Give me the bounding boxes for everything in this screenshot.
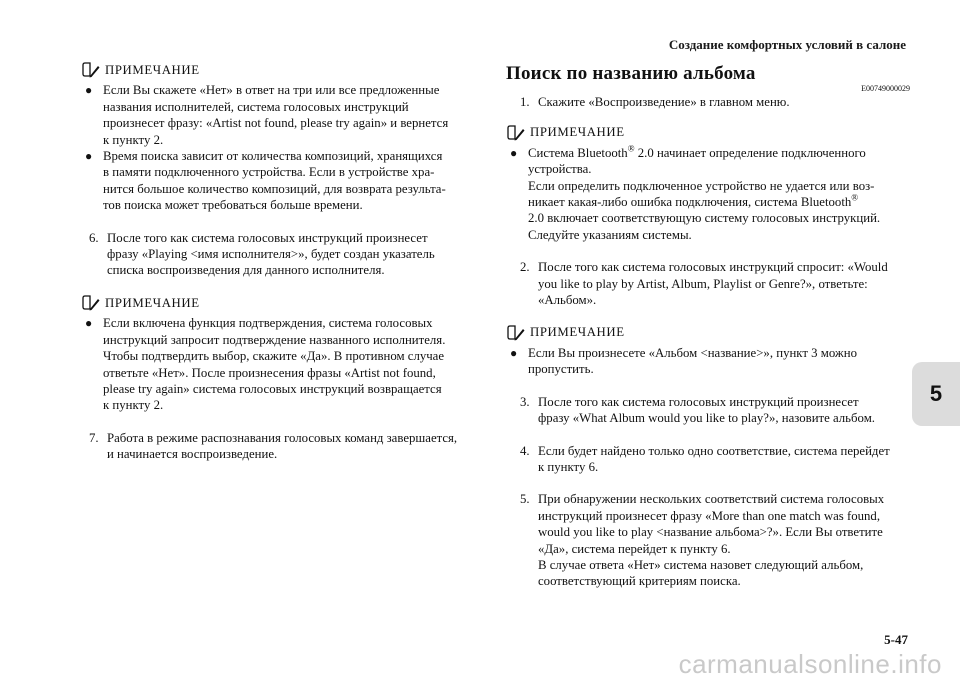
- text-line: Если включена функция подтверждения, система голосовых: [103, 316, 433, 331]
- text-line: списка воспроизведения для данного исполнителя.: [107, 263, 385, 278]
- text-line: Скажите «Воспроизведение» в главном меню.: [538, 95, 790, 109]
- step-2: [520, 259, 910, 308]
- note-label: ПРИМЕЧАНИЕ: [105, 63, 200, 77]
- page-header: Создание комфортных условий в салоне: [668, 37, 906, 52]
- text-line: Чтобы подтвердить выбор, скажите «Да». В противном случае: [103, 349, 445, 364]
- text-fragment: 2.0 начинает определение подключенного: [634, 145, 866, 160]
- registered-mark: ®: [851, 192, 859, 203]
- step-3: [520, 394, 910, 427]
- text-line: фразу «What Album would you like to play?», назовите альбом.: [538, 411, 875, 426]
- step-1: [520, 94, 910, 110]
- text-line: После того как система голосовых инструкций произнесет: [107, 230, 428, 245]
- note-label: ПРИМЕЧАНИЕ: [530, 325, 625, 340]
- bullet-dot-icon: ●: [85, 316, 93, 331]
- text-line: Если будет найдено только одно соответствие, система перейдет: [538, 443, 890, 458]
- text-line: [528, 194, 910, 210]
- text-line: и начинается воспроизведение.: [107, 447, 278, 462]
- text-line: В случае ответа «Нет» система назовет следующий альбом,: [538, 557, 864, 572]
- text-fragment: никает какая-либо ошибка подключения, система Bluetooth: [528, 195, 852, 210]
- text-line: фразу «Playing <имя исполнителя>», будет создан указатель: [107, 247, 435, 262]
- text-fragment: Система Bluetooth: [528, 145, 628, 160]
- step-number: 7.: [89, 430, 99, 445]
- watermark: carmanualsonline.info: [678, 649, 942, 679]
- step-number: 2.: [520, 260, 530, 275]
- note-label: ПРИМЕЧАНИЕ: [530, 125, 625, 140]
- step-6: [89, 230, 481, 279]
- step-4: [520, 443, 910, 476]
- text-line: would you like to play <название альбома>?». Если Вы ответите: [538, 525, 883, 540]
- note-bullet: [85, 315, 481, 413]
- text-line: Если Вы скажете «Нет» в ответ на три или все предложенные: [103, 83, 440, 98]
- text-line: После того как система голосовых инструкций произнесет: [538, 394, 859, 409]
- text-line: названия исполнителей, система голосовых инструкций: [103, 99, 409, 114]
- chapter-tab: 5: [912, 362, 960, 426]
- text-line: please try again» система голосовых инструкций возвращается: [103, 381, 442, 396]
- text-line: 2.0 включает соответствующую систему голосовых инструкций.: [528, 211, 881, 226]
- text-line: к пункту 2.: [103, 132, 164, 147]
- step-number: 5.: [520, 492, 530, 507]
- text-line: you like to play by Artist, Album, Playlist or Genre?», ответьте:: [538, 276, 868, 291]
- text-line: к пункту 6.: [538, 459, 599, 474]
- note-header: [81, 295, 481, 311]
- note-header: [506, 124, 910, 140]
- text-line: устройства.: [528, 162, 592, 177]
- note-bullet: [85, 82, 481, 148]
- note-pencil-icon: [81, 62, 101, 78]
- text-line: в памяти подключенного устройства. Если в устройстве хра-: [103, 165, 435, 180]
- text-line: пропустить.: [528, 362, 594, 377]
- step-number: 1.: [520, 95, 530, 109]
- step-number: 4.: [520, 443, 530, 458]
- text-line: [528, 145, 910, 161]
- page-number: 5-47: [884, 632, 908, 647]
- text-line: ответьте «Нет». После произнесения фразы «Artist not found,: [103, 365, 436, 380]
- section-title: Поиск по названию альбома: [506, 63, 756, 84]
- text-line: произнесет фразу: «Artist not found, please try again» и вернется: [103, 116, 449, 131]
- text-line: Если Вы произнесете «Альбом <название>», пункт 3 можно: [528, 345, 858, 360]
- bullet-dot-icon: ●: [510, 145, 518, 160]
- step-7: [89, 430, 481, 463]
- text-line: Если определить подключенное устройство не удается или воз-: [528, 178, 875, 193]
- text-line: нится большое количество композиций, для возврата результа-: [103, 181, 446, 196]
- text-line: Работа в режиме распознавания голосовых команд завершается,: [107, 430, 458, 445]
- registered-mark: ®: [627, 143, 635, 154]
- right-column: [506, 62, 910, 590]
- section-code: E00749000029: [861, 84, 910, 93]
- note-header: [506, 324, 910, 340]
- text-line: «Альбом».: [538, 293, 597, 308]
- note-label: ПРИМЕЧАНИЕ: [105, 295, 200, 310]
- text-line: тов поиска может требоваться больше времени.: [103, 198, 363, 213]
- note-bullet: [510, 145, 910, 243]
- note-pencil-icon: [506, 325, 526, 341]
- text-line: «Да», система перейдет к пункту 6.: [538, 541, 731, 556]
- bullet-dot-icon: ●: [510, 345, 518, 360]
- note-pencil-icon: [81, 295, 101, 311]
- note-pencil-icon: [506, 125, 526, 141]
- text-line: После того как система голосовых инструкций спросит: «Would: [538, 260, 888, 275]
- text-line: соответствующий критериям поиска.: [538, 574, 741, 589]
- text-line: инструкций произнесет фразу «More than one match was found,: [538, 508, 881, 523]
- bullet-dot-icon: ●: [85, 83, 93, 98]
- text-line: Время поиска зависит от количества композиций, хранящихся: [103, 149, 443, 164]
- step-number: 6.: [89, 230, 99, 245]
- step-5: [520, 491, 910, 589]
- step-number: 3.: [520, 394, 530, 409]
- note-header: [81, 62, 481, 78]
- text-line: При обнаружении нескольких соответствий система голосовых: [538, 492, 885, 507]
- note-bullet: [510, 345, 910, 378]
- note-bullet: [85, 148, 481, 214]
- text-line: инструкций запросит подтверждение названного исполнителя.: [103, 332, 446, 347]
- text-line: к пункту 2.: [103, 398, 164, 413]
- left-column: [81, 62, 481, 463]
- text-line: Следуйте указаниям системы.: [528, 227, 692, 242]
- bullet-dot-icon: ●: [85, 149, 93, 164]
